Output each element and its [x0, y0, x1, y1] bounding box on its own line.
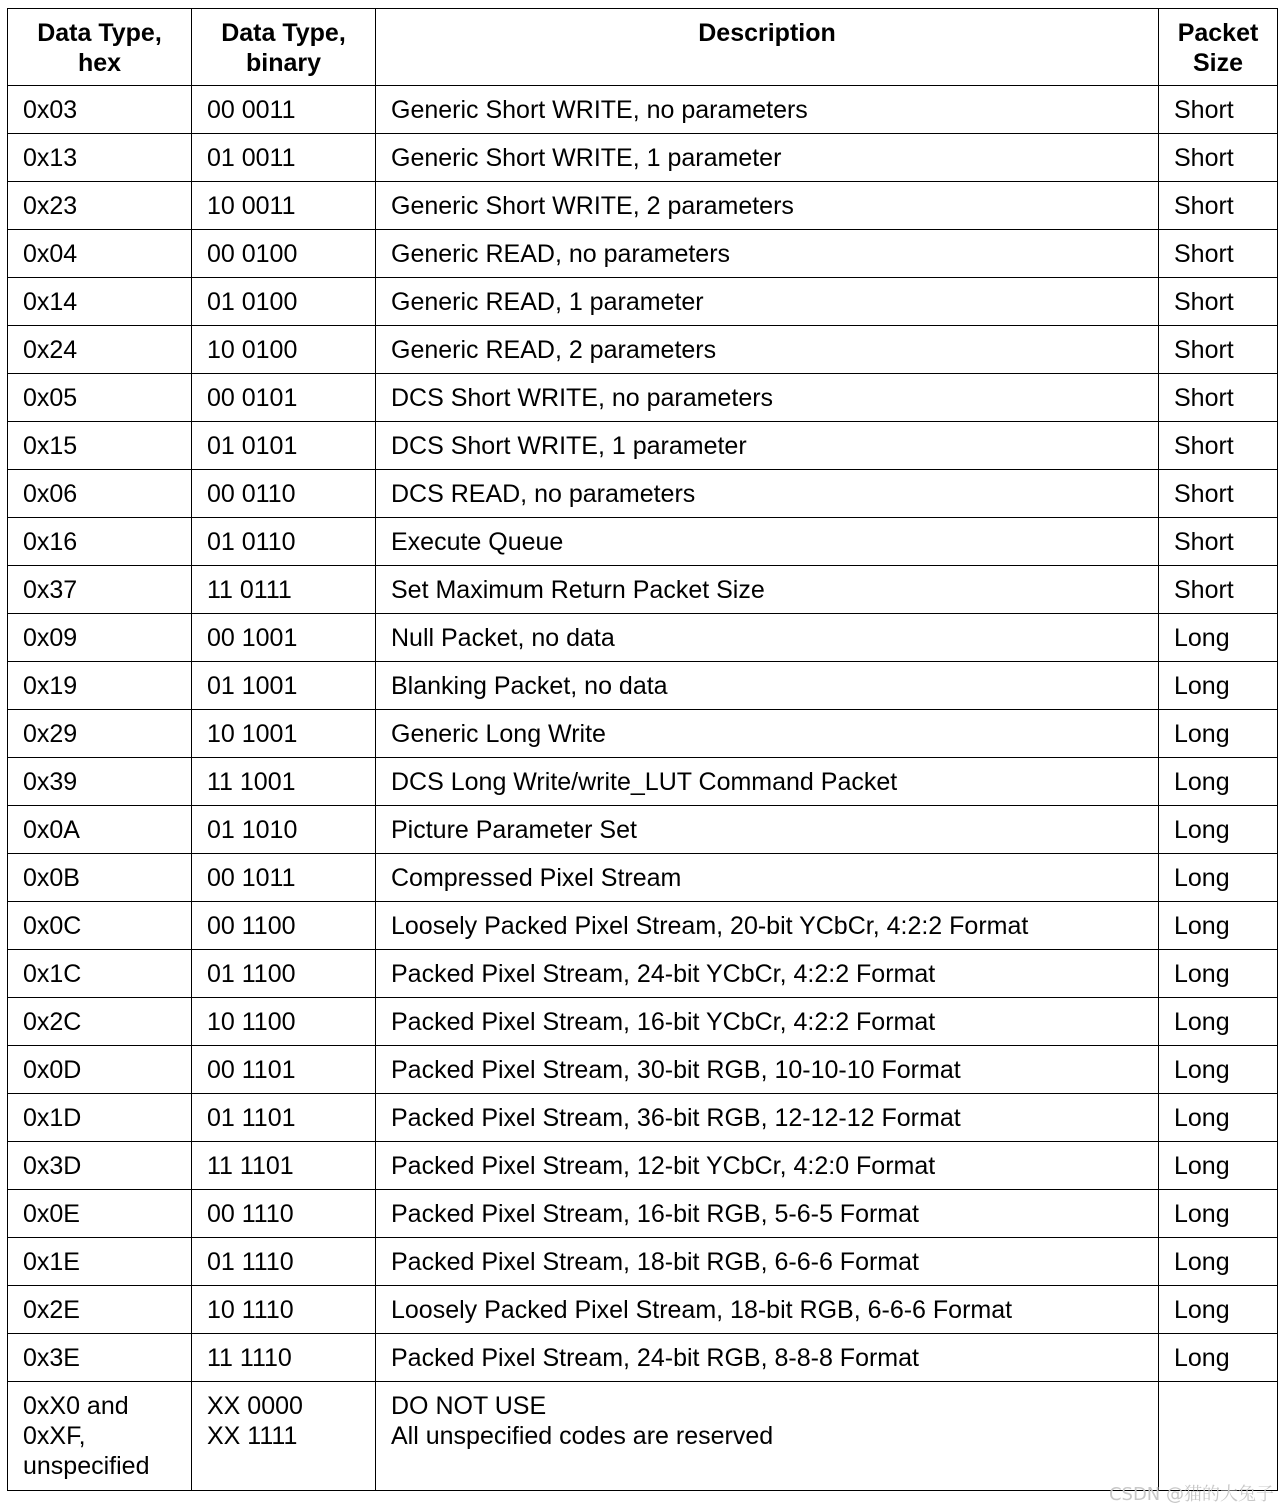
cell-hex: 0x05 [8, 374, 192, 422]
cell-description: Packed Pixel Stream, 12-bit YCbCr, 4:2:0 Format [376, 1142, 1159, 1190]
cell-binary: 01 0110 [192, 518, 376, 566]
table-row [8, 230, 1278, 278]
table-body [8, 86, 1278, 1491]
cell-packet-size: Short [1159, 566, 1278, 614]
table-row [8, 566, 1278, 614]
cell-description: Generic Short WRITE, 2 parameters [376, 182, 1159, 230]
cell-hex: 0x1C [8, 950, 192, 998]
cell-description: Packed Pixel Stream, 16-bit RGB, 5-6-5 Format [376, 1190, 1159, 1238]
cell-hex: 0x23 [8, 182, 192, 230]
cell-description: Packed Pixel Stream, 18-bit RGB, 6-6-6 Format [376, 1238, 1159, 1286]
table-row [8, 854, 1278, 902]
cell-binary: 10 1110 [192, 1286, 376, 1334]
cell-packet-size: Long [1159, 998, 1278, 1046]
cell-hex: 0x19 [8, 662, 192, 710]
header-description: Description [376, 9, 1159, 86]
cell-hex: 0x29 [8, 710, 192, 758]
cell-binary: XX 0000 XX 1111 [192, 1382, 376, 1491]
cell-packet-size: Short [1159, 278, 1278, 326]
cell-description: Generic READ, 2 parameters [376, 326, 1159, 374]
table-row [8, 806, 1278, 854]
cell-packet-size: Long [1159, 758, 1278, 806]
cell-binary: 10 0011 [192, 182, 376, 230]
cell-packet-size: Short [1159, 470, 1278, 518]
cell-description: DCS Long Write/write_LUT Command Packet [376, 758, 1159, 806]
cell-packet-size: Long [1159, 902, 1278, 950]
cell-packet-size: Short [1159, 374, 1278, 422]
cell-hex: 0x2E [8, 1286, 192, 1334]
cell-packet-size: Short [1159, 422, 1278, 470]
cell-packet-size: Short [1159, 182, 1278, 230]
cell-description: Execute Queue [376, 518, 1159, 566]
cell-hex: 0x09 [8, 614, 192, 662]
cell-binary: 00 0011 [192, 86, 376, 134]
cell-hex: 0x0E [8, 1190, 192, 1238]
cell-description: Blanking Packet, no data [376, 662, 1159, 710]
cell-description: Generic READ, 1 parameter [376, 278, 1159, 326]
table-row [8, 1142, 1278, 1190]
cell-description: Packed Pixel Stream, 16-bit YCbCr, 4:2:2 Format [376, 998, 1159, 1046]
cell-binary: 01 0101 [192, 422, 376, 470]
cell-packet-size [1159, 1382, 1278, 1491]
cell-hex: 0x16 [8, 518, 192, 566]
cell-binary: 00 1011 [192, 854, 376, 902]
cell-binary: 01 1010 [192, 806, 376, 854]
cell-binary: 11 1101 [192, 1142, 376, 1190]
table-row [8, 614, 1278, 662]
cell-packet-size: Short [1159, 230, 1278, 278]
table-row [8, 422, 1278, 470]
table-row [8, 326, 1278, 374]
table-row [8, 950, 1278, 998]
cell-packet-size: Long [1159, 662, 1278, 710]
cell-hex: 0x0B [8, 854, 192, 902]
cell-hex: 0x0A [8, 806, 192, 854]
cell-hex: 0xX0 and 0xXF, unspecified [8, 1382, 192, 1491]
cell-binary: 01 0011 [192, 134, 376, 182]
cell-packet-size: Long [1159, 1238, 1278, 1286]
cell-binary: 00 0100 [192, 230, 376, 278]
cell-packet-size: Short [1159, 86, 1278, 134]
cell-hex: 0x0C [8, 902, 192, 950]
cell-packet-size: Long [1159, 1142, 1278, 1190]
cell-hex: 0x03 [8, 86, 192, 134]
cell-description: Loosely Packed Pixel Stream, 18-bit RGB, 6-6-6 Format [376, 1286, 1159, 1334]
cell-hex: 0x14 [8, 278, 192, 326]
cell-packet-size: Short [1159, 134, 1278, 182]
header-row [8, 9, 1278, 86]
data-type-table [7, 8, 1278, 1491]
cell-packet-size: Short [1159, 326, 1278, 374]
cell-packet-size: Long [1159, 950, 1278, 998]
table-row [8, 1382, 1278, 1491]
table-row [8, 470, 1278, 518]
table-row [8, 1238, 1278, 1286]
header-binary: Data Type, binary [192, 9, 376, 86]
table-row [8, 1190, 1278, 1238]
cell-packet-size: Long [1159, 854, 1278, 902]
cell-hex: 0x15 [8, 422, 192, 470]
cell-packet-size: Long [1159, 1190, 1278, 1238]
table-row [8, 134, 1278, 182]
cell-description: Packed Pixel Stream, 36-bit RGB, 12-12-12 Format [376, 1094, 1159, 1142]
table-row [8, 374, 1278, 422]
cell-binary: 00 1101 [192, 1046, 376, 1094]
table-row [8, 182, 1278, 230]
cell-description: Packed Pixel Stream, 24-bit YCbCr, 4:2:2 Format [376, 950, 1159, 998]
cell-description: DCS READ, no parameters [376, 470, 1159, 518]
cell-description: Picture Parameter Set [376, 806, 1159, 854]
table-row [8, 86, 1278, 134]
cell-hex: 0x0D [8, 1046, 192, 1094]
table-row [8, 1334, 1278, 1382]
cell-binary: 01 1001 [192, 662, 376, 710]
cell-packet-size: Short [1159, 518, 1278, 566]
cell-description: Generic READ, no parameters [376, 230, 1159, 278]
cell-binary: 01 0100 [192, 278, 376, 326]
table-header [8, 9, 1278, 86]
cell-hex: 0x37 [8, 566, 192, 614]
cell-description: Loosely Packed Pixel Stream, 20-bit YCbCr, 4:2:2 Format [376, 902, 1159, 950]
cell-packet-size: Long [1159, 1094, 1278, 1142]
cell-hex: 0x13 [8, 134, 192, 182]
cell-description: Compressed Pixel Stream [376, 854, 1159, 902]
cell-packet-size: Long [1159, 710, 1278, 758]
table-row [8, 1094, 1278, 1142]
cell-description: DO NOT USE All unspecified codes are reserved [376, 1382, 1159, 1491]
cell-description: Packed Pixel Stream, 30-bit RGB, 10-10-10 Format [376, 1046, 1159, 1094]
cell-description: DCS Short WRITE, 1 parameter [376, 422, 1159, 470]
cell-hex: 0x24 [8, 326, 192, 374]
cell-hex: 0x1D [8, 1094, 192, 1142]
cell-packet-size: Long [1159, 1334, 1278, 1382]
cell-binary: 00 1001 [192, 614, 376, 662]
cell-description: Generic Long Write [376, 710, 1159, 758]
cell-description: Generic Short WRITE, no parameters [376, 86, 1159, 134]
header-packet-size: Packet Size [1159, 9, 1278, 86]
cell-binary: 11 1110 [192, 1334, 376, 1382]
cell-binary: 01 1100 [192, 950, 376, 998]
table-row [8, 710, 1278, 758]
cell-binary: 10 1100 [192, 998, 376, 1046]
table-row [8, 998, 1278, 1046]
cell-description: Set Maximum Return Packet Size [376, 566, 1159, 614]
cell-hex: 0x1E [8, 1238, 192, 1286]
cell-binary: 00 0101 [192, 374, 376, 422]
watermark: CSDN @猫的大兔子 [1108, 1484, 1274, 1505]
cell-binary: 01 1110 [192, 1238, 376, 1286]
cell-packet-size: Long [1159, 1046, 1278, 1094]
table-row [8, 1286, 1278, 1334]
cell-description: DCS Short WRITE, no parameters [376, 374, 1159, 422]
cell-hex: 0x06 [8, 470, 192, 518]
cell-binary: 10 1001 [192, 710, 376, 758]
cell-binary: 00 1110 [192, 1190, 376, 1238]
cell-hex: 0x3E [8, 1334, 192, 1382]
cell-binary: 11 0111 [192, 566, 376, 614]
cell-binary: 10 0100 [192, 326, 376, 374]
cell-binary: 11 1001 [192, 758, 376, 806]
header-hex: Data Type, hex [8, 9, 192, 86]
table-row [8, 902, 1278, 950]
cell-description: Generic Short WRITE, 1 parameter [376, 134, 1159, 182]
cell-hex: 0x04 [8, 230, 192, 278]
cell-hex: 0x3D [8, 1142, 192, 1190]
cell-packet-size: Long [1159, 614, 1278, 662]
table-row [8, 1046, 1278, 1094]
table-row [8, 518, 1278, 566]
cell-description: Packed Pixel Stream, 24-bit RGB, 8-8-8 Format [376, 1334, 1159, 1382]
cell-packet-size: Long [1159, 806, 1278, 854]
cell-binary: 01 1101 [192, 1094, 376, 1142]
table-row [8, 758, 1278, 806]
cell-binary: 00 1100 [192, 902, 376, 950]
table-row [8, 278, 1278, 326]
cell-hex: 0x39 [8, 758, 192, 806]
cell-binary: 00 0110 [192, 470, 376, 518]
cell-packet-size: Long [1159, 1286, 1278, 1334]
table-row [8, 662, 1278, 710]
cell-hex: 0x2C [8, 998, 192, 1046]
cell-description: Null Packet, no data [376, 614, 1159, 662]
